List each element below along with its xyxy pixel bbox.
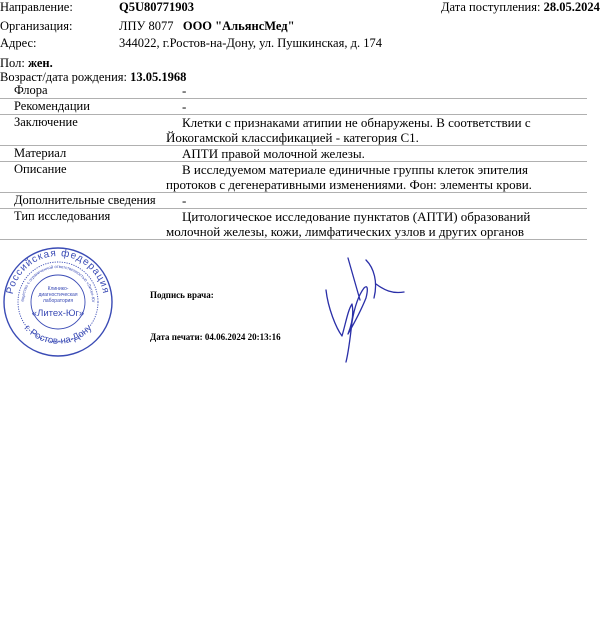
result-value <box>166 99 587 115</box>
result-key: Описание <box>0 162 166 193</box>
dob-label: Возраст/дата рождения: <box>0 70 128 84</box>
organization-value <box>119 19 295 34</box>
result-row <box>0 193 587 209</box>
result-value <box>166 209 587 240</box>
address-value: 344022, г.Ростов-на-Дону, ул. Пушкинская, д. 174 <box>119 36 382 50</box>
result-value <box>166 83 587 99</box>
result-row <box>0 162 587 193</box>
result-value-line: Цитологическое исследование пунктатов (АПТИ) образований <box>182 209 531 224</box>
received-label: Дата поступления: <box>441 0 541 14</box>
stamp-lab-line1: Клинико- <box>47 286 69 292</box>
result-row <box>0 209 587 240</box>
received-value: 28.05.2024 <box>543 0 600 14</box>
result-value-line: молочной железы, кожи, лимфатических узлов и других органов <box>166 224 525 239</box>
result-value-line: протоков с дегенеративными изменениями. Фон: элементы крови. <box>166 177 532 192</box>
organization-name: ООО "АльянсМед" <box>182 19 295 33</box>
result-row <box>0 83 587 99</box>
result-value-line: - <box>182 99 187 114</box>
result-key: Заключение <box>0 115 166 146</box>
result-value-line: - <box>182 193 187 208</box>
result-value <box>166 115 587 146</box>
result-value-line: Йокогамской классификацией - категория С1. <box>166 130 419 145</box>
dob-value: 13.05.1968 <box>130 70 187 84</box>
stamp-center-name: «Литех-Юг» <box>31 308 85 319</box>
result-row <box>0 146 587 162</box>
print-date-value: 04.06.2024 20:13:16 <box>204 332 281 342</box>
print-date-label: Дата печати: <box>150 332 203 342</box>
results-table <box>0 83 587 240</box>
stamp-inner-ring-text: бщество с ограниченной ответственностью «Литех-Юг <box>19 264 97 303</box>
result-row <box>0 99 587 115</box>
organization-label: Организация: <box>0 19 73 33</box>
stamp-lab-line3: лаборатория <box>42 298 74 304</box>
signature-label: Подпись врача: <box>150 290 214 300</box>
result-value <box>166 162 587 193</box>
direction-value: Q5U80771903 <box>119 0 194 14</box>
result-key: Флора <box>0 83 166 99</box>
organization-code: ЛПУ 8077 <box>119 19 174 33</box>
direction-label: Направление: <box>0 0 73 14</box>
received-date <box>441 0 600 15</box>
sex-row <box>0 56 53 71</box>
address-label: Адрес: <box>0 36 37 50</box>
result-value-line: В исследуемом материале единичные группы клеток эпителия <box>182 162 528 177</box>
result-key: Дополнительные сведения <box>0 193 166 209</box>
result-value-line: Клетки с признаками атипии не обнаружены. В соответствии с <box>182 115 531 130</box>
result-value-line: АПТИ правой молочной железы. <box>182 146 365 161</box>
stamp-lab-line2: диагностическая <box>38 292 78 298</box>
result-key: Тип исследования <box>0 209 166 240</box>
doctor-signature <box>318 250 406 366</box>
result-value <box>166 146 587 162</box>
lab-stamp <box>2 246 114 358</box>
result-value <box>166 193 587 209</box>
result-value-line: - <box>182 83 187 98</box>
print-date <box>150 332 281 342</box>
result-key: Рекомендации <box>0 99 166 115</box>
result-key: Материал <box>0 146 166 162</box>
signature-stroke <box>326 258 404 362</box>
sex-label: Пол: <box>0 56 25 70</box>
stamp-bottom-text: г. Ростов-на-Дону <box>21 322 95 347</box>
stamp-outer-text: Российская федерация <box>4 247 112 296</box>
result-row <box>0 115 587 146</box>
sex-value: жен. <box>27 56 53 70</box>
